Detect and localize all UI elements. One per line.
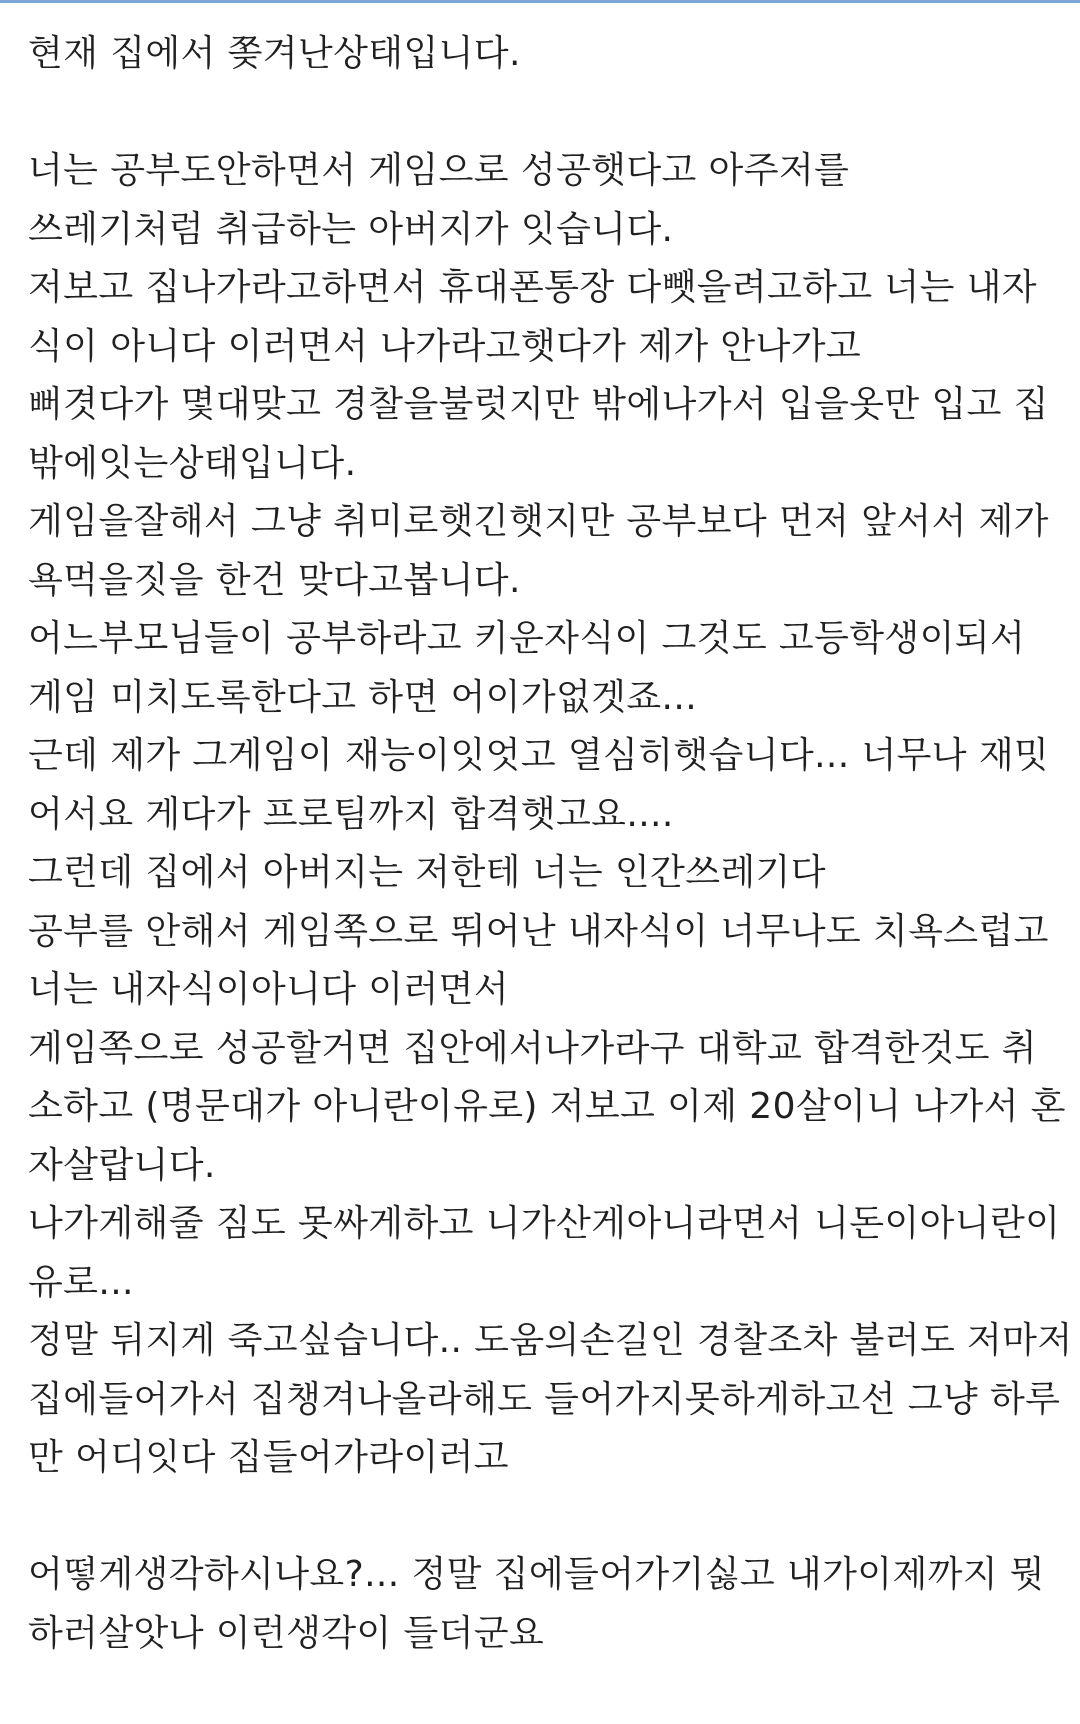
top-divider bbox=[0, 0, 1080, 3]
post-line: 게임 미치도록한다고 하면 어이가없겟죠... bbox=[28, 676, 698, 718]
post-body bbox=[28, 25, 1073, 1663]
post-line: 하러살앗나 이런생각이 들더군요 bbox=[28, 1612, 545, 1654]
post-line: 그런데 집에서 아버지는 저한테 너는 인간쓰레기다 bbox=[28, 852, 826, 893]
post-line: 근데 제가 그게임이 재능이잇엇고 열심히햇습니다... 너무나 재밋 bbox=[28, 735, 1050, 776]
post-line: 식이 아니다 이러면서 나가라고햇다가 제가 안나가고 bbox=[28, 325, 862, 367]
post-line: 쓰레기처럼 취급하는 아버지가 잇습니다. bbox=[28, 208, 674, 250]
post-line: 밖에잇는상태입니다. bbox=[28, 442, 357, 484]
post-line-blank bbox=[28, 1488, 1058, 1547]
post-line: 집에들어가서 집챙겨나올라해도 들어가지못하게하고선 그냥 하루 bbox=[28, 1378, 1061, 1420]
post-line-blank bbox=[28, 84, 1058, 143]
post-line: 유로... bbox=[28, 1261, 134, 1303]
post-line: 어떻게생각하시나요?... 정말 집에들어가기싫고 내가이제까지 뭣 bbox=[28, 1554, 1045, 1595]
post-line: 너는 내자식이아니다 이러면서 bbox=[28, 969, 509, 1010]
post-line: 어서요 게다가 프로팀까지 합격햇고요.... bbox=[28, 793, 674, 835]
post-line: 만 어디잇다 집들어가라이러고 bbox=[28, 1437, 509, 1478]
post-line: 공부를 안해서 게임쪽으로 뛰어난 내자식이 너무나도 치욕스럽고 bbox=[28, 910, 1049, 952]
post-line: 어느부모님들이 공부하라고 키운자식이 그것도 고등학생이되서 bbox=[28, 618, 1026, 659]
post-line: 나가게해줄 짐도 못싸게하고 니가산게아니라면서 니돈이아니란이 bbox=[28, 1203, 1061, 1244]
post-line: 소하고 (명문대가 아니란이유로) 저보고 이제 20살이니 나가서 혼 bbox=[28, 1086, 1066, 1127]
post-line: 뻐겻다가 몇대맞고 경찰을불럿지만 밖에나가서 입을옷만 입고 집 bbox=[28, 384, 1049, 425]
post-line: 현재 집에서 쫒겨난상태입니다. bbox=[28, 33, 521, 74]
post-line: 저보고 집나가라고하면서 휴대폰통장 다뺏을려고하고 너는 내자 bbox=[28, 267, 1037, 308]
post-line: 자살랍니다. bbox=[28, 1144, 216, 1186]
post-line: 게임쪽으로 성공할거면 집안에서나가라구 대학교 합격한것도 취 bbox=[28, 1027, 1037, 1069]
post-line: 욕먹을짓을 한건 맞다고봅니다. bbox=[28, 559, 521, 601]
post-line: 정말 뒤지게 죽고싶습니다.. 도움의손길인 경찰조차 불러도 저마저 bbox=[28, 1320, 1073, 1361]
post-line: 너는 공부도안하면서 게임으로 성공햇다고 아주저를 bbox=[28, 150, 850, 191]
post-line: 게임을잘해서 그냥 취미로햇긴햇지만 공부보다 먼저 앞서서 제가 bbox=[28, 501, 1049, 542]
